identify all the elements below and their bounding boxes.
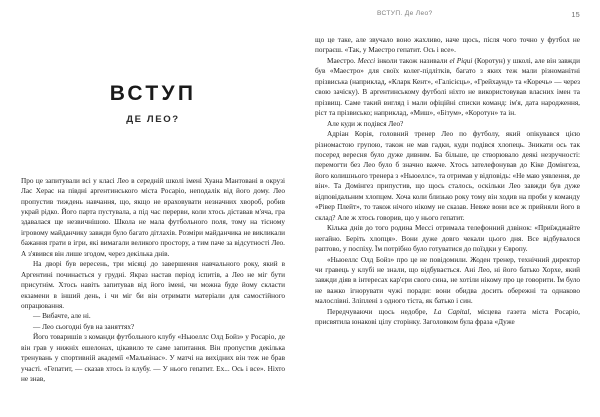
running-head-title: ВСТУП. Де Лео?	[377, 10, 433, 17]
paragraph: Адріан Корія, головний тренер Лео по футболу, який опікувався цією різномастою групою, також не мав гадки, куди подівся хлопець. Зникати ось так посеред вересня було дуже дивним. Ба більше, це створювало деякі незручності: перемогти без Лео було б значно важче. Хтось зателефонував до Кіке Домінгеза, його колишнього тренера з «Ньюеллс», та отримав у відповідь: «Не маю уявлення, де він». Та Домінгез припустив, що щось сталось, оскільки Лео завжди був дуже відповідальним хлопцем. Хоча коли близько року тому він ходив на проби у команду «Рівер Плейт», то також нічого нікому не сказав. Невже вони все ж прийняли його в склад? Але ж хтось говорив, що у нього гепатит.	[315, 130, 580, 222]
page-number: 15	[571, 10, 580, 19]
left-running-head	[21, 0, 285, 30]
right-running-head	[315, 0, 580, 30]
dialogue-line: — Вибачте, але ні.	[33, 312, 91, 321]
paragraph: що це таке, але звучало воно жахливо, наче щось, після чого точно у футбол не пограєш. «Так, у Маестро гепатит. Ось і все».	[315, 36, 580, 55]
paragraph: «Ньюеллс Олд Бойз» про це не повідомили. Жоден тренер, технічний директор чи гравець у клубі не знали, що відбувається. Ані Лео, ні його батько Хорхе, який завжди діяв в інтересах кар'єри свого сина, не хотіли нікому про це говорити. Їм було не важко ігнорувати чужі поради: вони обидва досить обережні та однаково малослівні. Зліплені з одного тіста, як батько і син.	[315, 255, 580, 306]
left-page-body	[21, 176, 285, 385]
paragraph: Передчуваючи щось недобре, La Capital, місцева газета міста Росаріо, присвятила юнакові цілу сторінку. Заголовком була фраза «Дуже	[315, 307, 580, 327]
right-page-body	[315, 35, 580, 328]
chapter-title: ВСТУП	[109, 82, 197, 105]
paragraph: Кілька днів до того родина Мессі отримала телефонний дзвінок: «Приїжджайте негайно. Беріть хлопця». Вони дуже довго чекали цього дня. Все відбувалося раптово, у поспіху. Їм потрібно було готуватися до поїздки у Європу.	[315, 224, 580, 254]
paragraph: Маестро. Мессі інколи також називали el Piqui (Коротун) у школі, але він завжди був «Маестро» для своїх колег-підлітків, багато з яких теж мали різноманітні прізвиська (наприклад, «Кларк Кент», «Галісієць», «Грейхаунд» та «Коречь» — через свою зачіску). В аргентинському футболі ніхто не використовував власних імен та прізвищ. Саме такий вигляд і мали офіційні списки команд: ім'я, дата народження, ріст та прізвисько; наприклад, «Миш», «Бітум», «Коротун» та ін.	[315, 56, 580, 118]
paragraph: Про це запитували всі у класі Лео в середній школі імені Хуана Мантованi в окрузі Лас Херас на півдні аргентинського міста Росаріо, неподалік від його дому. Лео пропустив тиждень навчання, що, якщо не враховувати незначних хвороб, робив украй рідко. Його парта пустувала, а під час перерви, коли хтось діставав м'яча, гра здавалася ще незвичнішою. Школа не мала футбольного поля, тому на тісному ігровому майданчику завжди було багато дітлахів. Розміри майданчика не викликали бажання грати в ігри, які вимагали великого простору, а тим паче за відсутності Лео. А з'явився він лише згодом, через декілька днів.	[21, 176, 285, 258]
chapter-opener	[21, 30, 285, 125]
paragraph: На дворі був вересень, три місяці до завершення навчального року, який в Аргентині починається у грудні. Якраз настав період іспитів, а Лео не міг бути присутнім. Хтось навіть запитував від його імені, чи можна буде йому скласти екзамени в інший день, і чи міг би він отримати матеріали для самостійного опрацювання.	[21, 260, 285, 311]
dialogue-line: — Лео сьогодні був на заняттях?	[33, 322, 135, 331]
right-page	[300, 0, 600, 417]
paragraph: Але куди ж подівся Лео?	[327, 119, 404, 128]
chapter-subtitle: ДЕ ЛЕО?	[126, 114, 180, 125]
paragraph: Його товаришів з команди футбольного клубу «Ньюеллс Олд Бойз» у Росаріо, де він грав у нижніх ешелонах, цікавило те саме запитання. Він пропустив декілька тренувань у спортивній академії «Мальвінас». У матчі на вихідних він теж не брав участі. «Гепатит, — сказав хтось із клубу. — У нього гепатит. Ех... Ось і все». Ніхто не знав,	[21, 333, 285, 384]
